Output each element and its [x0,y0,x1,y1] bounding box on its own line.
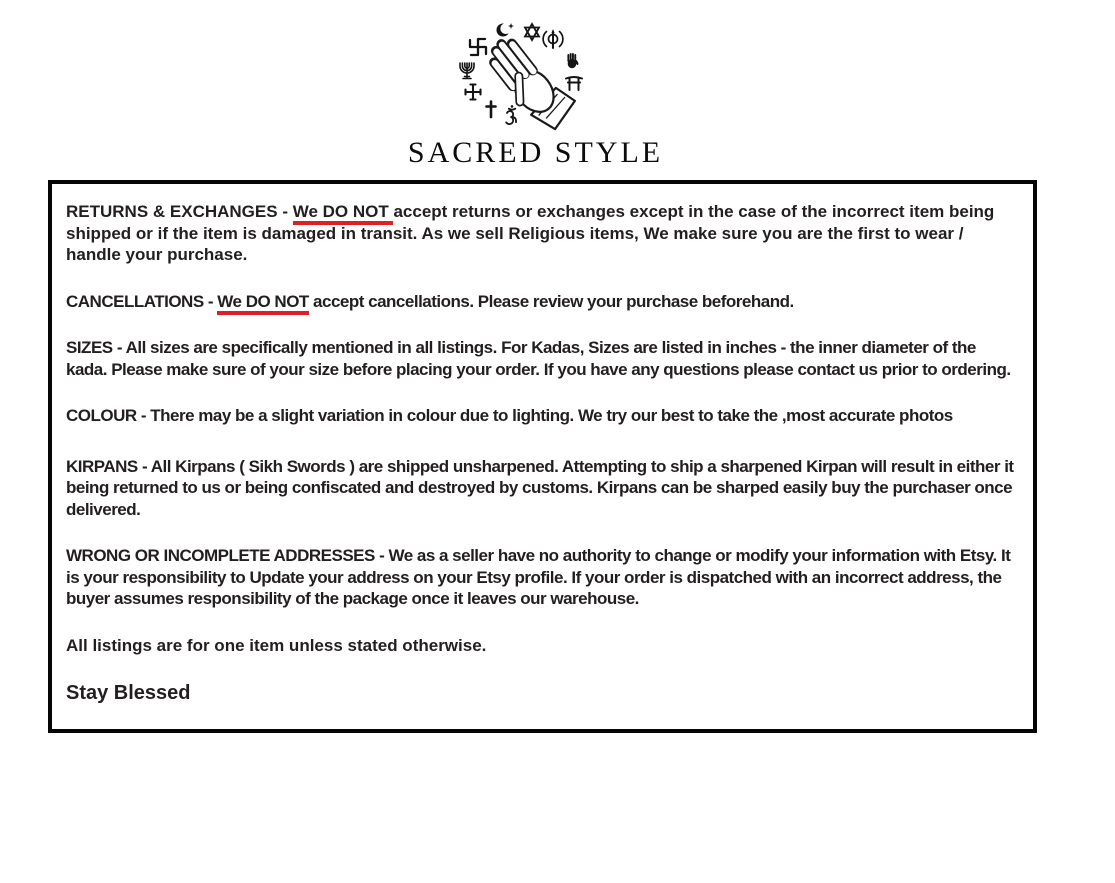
om-icon [506,105,516,124]
khanda-icon [543,29,563,48]
ahimsa-hand-icon [567,53,579,68]
policy-box [48,180,1037,733]
policy-separator: - [374,546,389,565]
note-single-item: All listings are for one item unless stated otherwise. [66,635,487,655]
swastika-icon [470,39,486,55]
policy-highlight: We DO NOT [217,292,309,315]
star-of-david-icon [525,24,539,40]
policy-kirpans [66,456,1021,521]
policy-label: CANCELLATIONS [66,291,204,311]
policy-text: There may be a slight variation in colour due to lighting. We try our best to take the ,most accurate photos [150,406,953,425]
policy-text: accept returns or exchanges except in the case of the incorrect item being shipped or if the item is damaged in transit. As we sell Religious items, We make sure you are the first to wear / handle your purchase. [66,202,995,264]
signoff-stay-blessed: Stay Blessed [66,682,191,704]
cross-crosslet-icon [465,85,480,100]
torii-gate-icon [566,77,582,90]
policy-separator: - [137,456,151,476]
policy-label: KIRPANS [66,456,138,476]
policy-text: accept cancellations. Please review your purchase beforehand. [308,291,794,311]
policy-highlight: We DO NOT [293,202,394,225]
brand-logo [441,10,631,135]
policy-separator: - [277,202,293,221]
policy-label: COLOUR [66,406,137,425]
policy-separator: - [203,291,218,311]
menorah-icon [460,63,474,79]
brand-name: SACRED STYLE [407,136,664,169]
policy-label: RETURNS & EXCHANGES [66,202,278,221]
policy-text: All sizes are specifically mentioned in all listings. For Kadas, Sizes are listed in inches - the inner diameter of the kada. Please make sure of your size before placing your order. If you have any questions please contact us prior to ordering. [66,338,1011,379]
policy-cancellations [66,291,1021,313]
policy-colour [66,405,1021,427]
latin-cross-icon [486,102,495,118]
policy-sizes [66,337,1021,380]
praying-hands-icon [441,10,631,135]
policy-label: SIZES [66,338,113,357]
policy-returns-exchanges [66,201,1021,266]
policy-separator: - [136,406,151,425]
policy-text: We as a seller have no authority to change or modify your information with Etsy. It is your responsibility to Update your address on your Etsy profile. If your order is dispatched with an incorrect address, the buyer assumes responsibility of the package once it leaves our warehouse. [66,546,1011,608]
policy-label: WRONG OR INCOMPLETE ADDRESSES [66,546,375,565]
brand-header [0,10,1115,170]
policy-text: All Kirpans ( Sikh Swords ) are shipped unsharpened. Attempting to ship a sharpened Kirpan will result in either it being returned to us or being confiscated and destroyed by customs. Kirpans can be sharped easily buy the purchaser once delivered. [66,456,1014,519]
crescent-and-star-icon [496,23,514,37]
policy-wrong-addresses [66,545,1021,610]
policy-separator: - [112,338,126,357]
